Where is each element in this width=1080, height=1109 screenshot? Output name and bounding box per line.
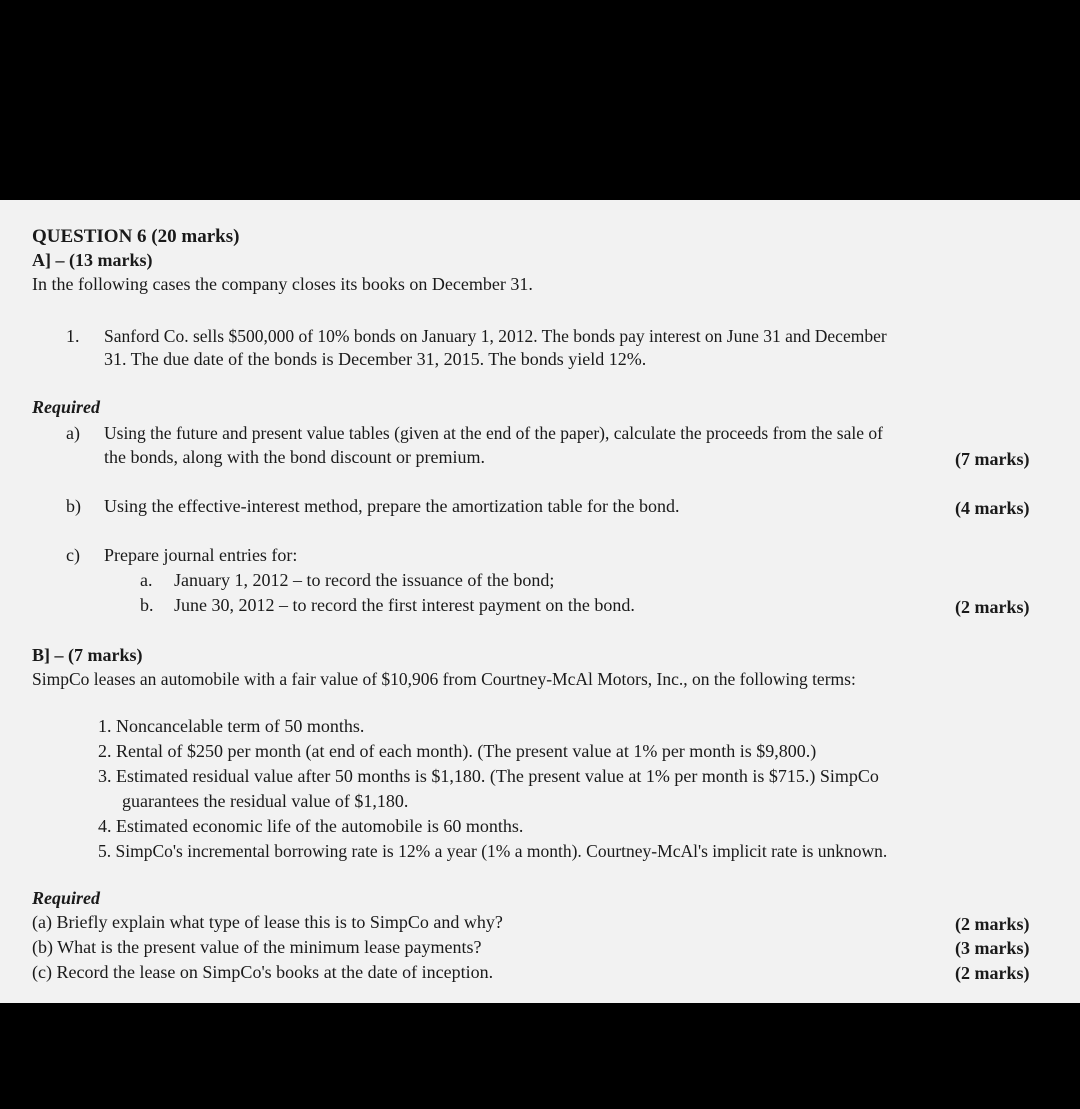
- req-b-text: Using the effective-interest method, prepare the amortization table for the bond.: [104, 496, 680, 516]
- exam-paper: [0, 200, 1080, 1003]
- req-a-marks: (7 marks): [955, 449, 1030, 469]
- req-b-a-marks: (2 marks): [955, 914, 1030, 934]
- lease-term-2: 2. Rental of $250 per month (at end of each month). (The present value at 1% per month is $9,800.): [98, 741, 817, 761]
- part-a-intro: In the following cases the company closes its books on December 31.: [32, 274, 533, 294]
- req-b-a-text: (a) Briefly explain what type of lease this is to SimpCo and why?: [32, 912, 503, 932]
- req-a-line-1: Using the future and present value tables (given at the end of the paper), calculate the proceeds from the sale of: [104, 423, 883, 443]
- req-c-marks: (2 marks): [955, 597, 1030, 617]
- required-heading-b: Required: [32, 888, 101, 908]
- lease-term-5: 5. SimpCo's incremental borrowing rate is 12% a year (1% a month). Courtney-McAl's implicit rate is unknown.: [98, 841, 888, 861]
- req-b-b-marks: (3 marks): [955, 938, 1030, 958]
- req-b-b-text: (b) What is the present value of the minimum lease payments?: [32, 937, 482, 957]
- lease-term-1: 1. Noncancelable term of 50 months.: [98, 716, 365, 736]
- req-a-letter: a): [66, 423, 80, 443]
- req-c-sub-b-letter: b.: [140, 595, 154, 615]
- part-b-intro: SimpCo leases an automobile with a fair value of $10,906 from Courtney-McAl Motors, Inc., on the following terms:: [32, 669, 856, 689]
- part-a-title: A] – (13 marks): [32, 250, 153, 270]
- lease-term-3-line-2: guarantees the residual value of $1,180.: [122, 791, 409, 811]
- req-c-sub-a-letter: a.: [140, 570, 153, 590]
- req-c-letter: c): [66, 545, 80, 565]
- required-heading-a: Required: [32, 397, 101, 417]
- req-b-c-marks: (2 marks): [955, 963, 1030, 983]
- lease-term-4: 4. Estimated economic life of the automobile is 60 months.: [98, 816, 524, 836]
- req-a-line-2: the bonds, along with the bond discount or premium.: [104, 447, 485, 467]
- question-title: QUESTION 6 (20 marks): [32, 226, 240, 247]
- req-c-text: Prepare journal entries for:: [104, 545, 298, 565]
- part-b-title: B] – (7 marks): [32, 645, 143, 665]
- req-b-marks: (4 marks): [955, 498, 1030, 518]
- lease-term-3-line-1: 3. Estimated residual value after 50 months is $1,180. (The present value at 1% per month is $715.) SimpCo: [98, 766, 879, 786]
- req-b-letter: b): [66, 496, 81, 516]
- case-line-1: Sanford Co. sells $500,000 of 10% bonds on January 1, 2012. The bonds pay interest on June 31 and December: [104, 326, 887, 346]
- req-c-sub-a-text: January 1, 2012 – to record the issuance of the bond;: [174, 570, 555, 590]
- case-number: 1.: [66, 326, 80, 346]
- req-b-c-text: (c) Record the lease on SimpCo's books at the date of inception.: [32, 962, 494, 982]
- req-c-sub-b-text: June 30, 2012 – to record the first interest payment on the bond.: [174, 595, 635, 615]
- case-line-2: 31. The due date of the bonds is December 31, 2015. The bonds yield 12%.: [104, 349, 647, 369]
